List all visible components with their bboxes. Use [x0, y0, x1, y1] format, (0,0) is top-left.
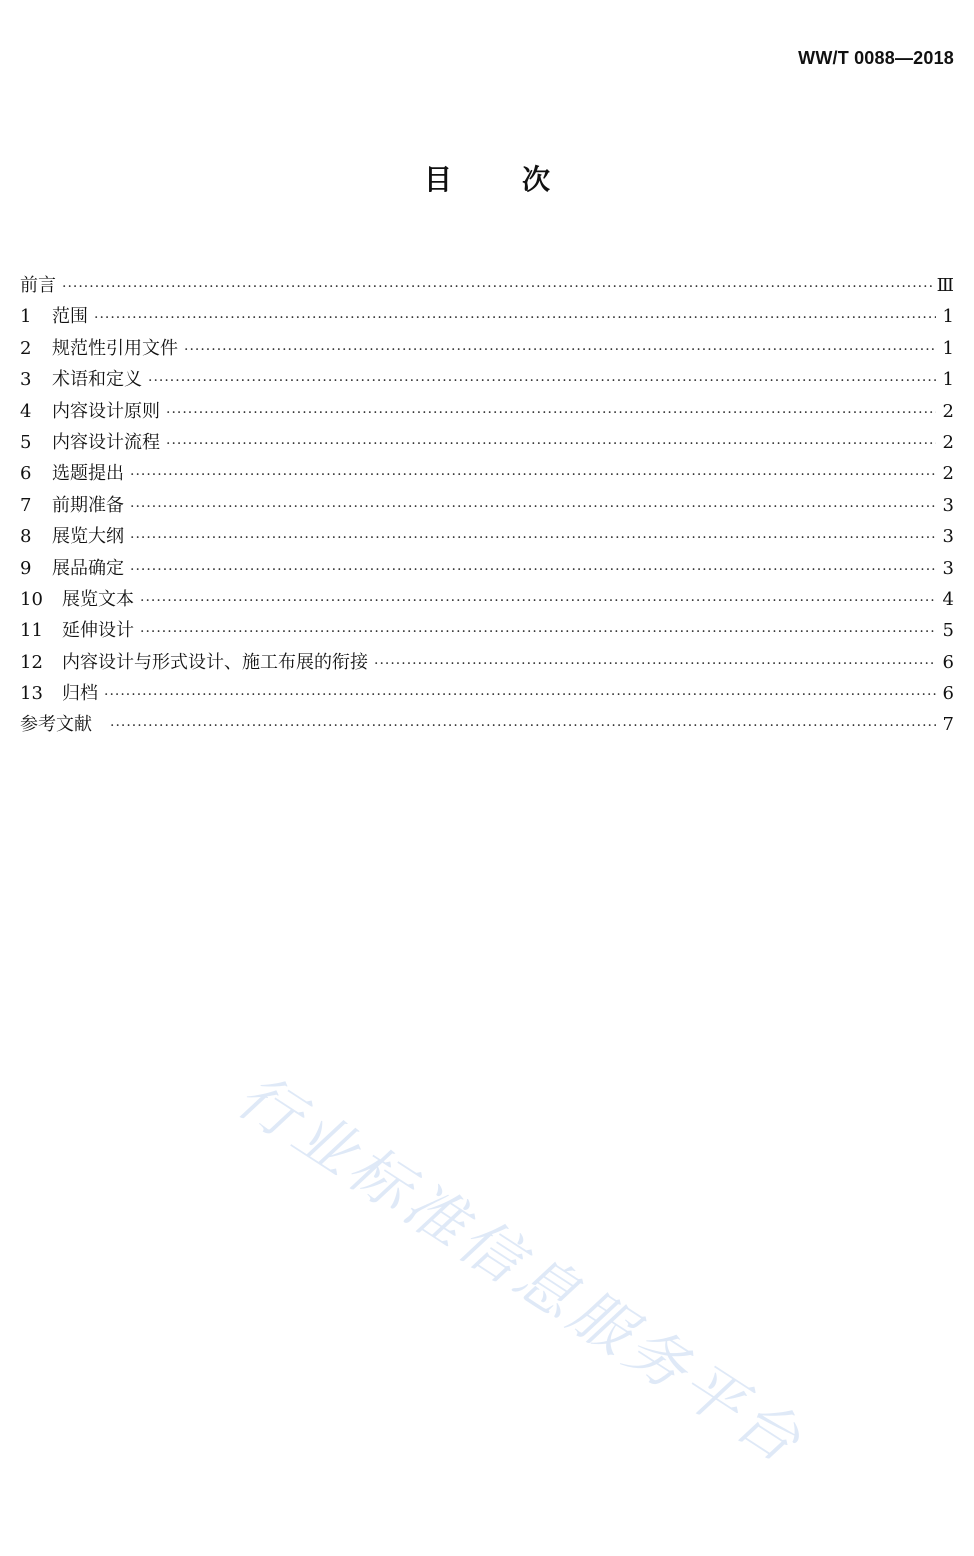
- toc-page-number: 1: [942, 337, 954, 359]
- toc-entry-number: 11: [20, 620, 43, 642]
- toc-entry-foreword[interactable]: [20, 270, 954, 301]
- title-char-left: 目: [423, 163, 452, 196]
- toc-page-number: 6: [942, 651, 954, 673]
- toc-entry-label: 前期准备: [52, 494, 124, 516]
- toc-entry-label: 选题提出: [52, 463, 124, 485]
- toc-entry-number: 8: [20, 526, 32, 548]
- toc-entry-10[interactable]: [20, 584, 954, 615]
- toc-dot-leader: [94, 303, 936, 334]
- toc-entry-3[interactable]: [20, 364, 954, 395]
- toc-entry-label: 展品确定: [52, 557, 124, 579]
- toc-entry-number: 9: [20, 557, 32, 579]
- toc-entry-number: 13: [20, 683, 43, 705]
- toc-dot-leader: [130, 460, 936, 491]
- toc-page-number: 1: [942, 369, 954, 391]
- toc-entry-label: 参考文献: [20, 714, 92, 736]
- toc-entry-5[interactable]: [20, 427, 954, 458]
- toc-entry-label: 归档: [62, 683, 98, 705]
- toc-page-number: 3: [942, 494, 954, 516]
- toc-dot-leader: [130, 523, 936, 554]
- toc-page-number: 1: [942, 306, 954, 328]
- toc-dot-leader: [140, 617, 936, 648]
- toc-entry-number: 10: [20, 588, 43, 610]
- toc-entry-number: 12: [20, 651, 43, 673]
- toc-entry-11[interactable]: [20, 615, 954, 646]
- toc-dot-leader: [62, 272, 933, 303]
- toc-entry-label: 展览文本: [62, 588, 134, 610]
- toc-entry-number: 2: [20, 337, 32, 359]
- toc-entry-number: 6: [20, 463, 32, 485]
- toc-page-number: 3: [942, 526, 954, 548]
- page-title: [0, 158, 974, 198]
- toc-dot-leader: [166, 429, 936, 460]
- toc-dot-leader: [166, 398, 936, 429]
- toc-entry-12[interactable]: [20, 647, 954, 678]
- toc-dot-leader: [130, 555, 936, 586]
- toc-entry-9[interactable]: [20, 553, 954, 584]
- watermark: 行业标准信息服务平台: [224, 1060, 817, 1480]
- toc-entry-4[interactable]: [20, 396, 954, 427]
- toc-entry-references[interactable]: [20, 709, 954, 740]
- toc-entry-label: 展览大纲: [52, 526, 124, 548]
- toc-page-number: 6: [942, 683, 954, 705]
- toc-entry-label: 前言: [20, 275, 56, 296]
- toc-dot-leader: [148, 366, 936, 397]
- toc-entry-label: 内容设计原则: [52, 400, 160, 422]
- toc-page-number: 2: [942, 400, 954, 422]
- toc-dot-leader: [374, 649, 936, 680]
- toc-page-number: 4: [942, 588, 954, 610]
- toc-entry-number: 1: [20, 306, 32, 328]
- toc-entry-number: 5: [20, 431, 32, 453]
- toc-entry-number: 3: [20, 369, 32, 391]
- toc-page-number: 5: [942, 620, 954, 642]
- toc-page-number: 2: [942, 463, 954, 485]
- toc-page-number: 3: [942, 557, 954, 579]
- standard-code: WW/T 0088—2018: [798, 48, 954, 68]
- toc-dot-leader: [110, 711, 936, 742]
- toc-entry-number: 4: [20, 400, 32, 422]
- toc-entry-number: 7: [20, 494, 32, 516]
- toc-entry-label: 内容设计流程: [52, 431, 160, 453]
- toc-entry-label: 延伸设计: [62, 620, 134, 642]
- toc-page-number: 2: [942, 431, 954, 453]
- toc-entry-label: 范围: [52, 306, 88, 328]
- toc-dot-leader: [130, 492, 936, 523]
- toc-entry-8[interactable]: [20, 521, 954, 552]
- toc-entry-2[interactable]: [20, 333, 954, 364]
- toc-entry-7[interactable]: [20, 490, 954, 521]
- toc-entry-label: 术语和定义: [52, 369, 142, 391]
- toc-entry-6[interactable]: [20, 458, 954, 489]
- toc-entry-label: 规范性引用文件: [52, 337, 178, 359]
- toc-dot-leader: [104, 680, 936, 711]
- toc-entry-13[interactable]: [20, 678, 954, 709]
- toc-list: [20, 270, 954, 741]
- toc-page-number: 7: [942, 714, 954, 736]
- toc-dot-leader: [140, 586, 936, 617]
- title-char-right: 次: [522, 163, 551, 196]
- toc-entry-label: 内容设计与形式设计、施工布展的衔接: [62, 651, 368, 673]
- toc-entry-1[interactable]: [20, 301, 954, 332]
- toc-page-number: Ⅲ: [936, 275, 954, 296]
- toc-dot-leader: [184, 335, 936, 366]
